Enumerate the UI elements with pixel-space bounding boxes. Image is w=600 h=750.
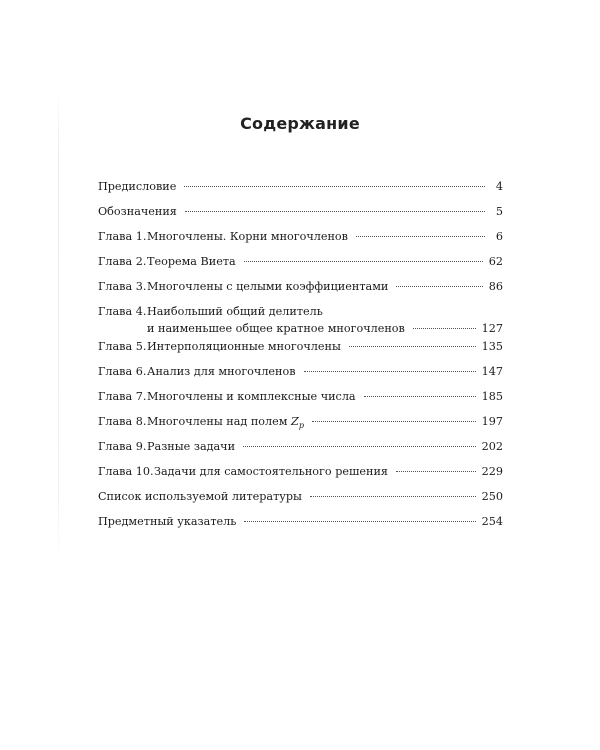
toc-entry-label: Многочлены. Корни многочленов [147,230,348,243]
leader-dots [356,236,485,237]
toc-page-number: 4 [495,180,503,193]
toc-page-number: 5 [495,205,503,218]
leader-dots [312,421,476,422]
chapter-number: Глава 3. [98,280,147,293]
math-field-symbol: $Z_p$ [291,415,304,431]
page-title: Содержание [240,114,360,133]
toc-entry-chapter-3[interactable] [98,280,503,294]
chapter-number: Глава 4. [98,305,147,318]
toc-entry-subject-index[interactable] [98,515,503,529]
toc-page-number: 202 [481,440,503,453]
toc-entry-label: Многочлены над полем [147,415,288,428]
toc-entry-chapter-4[interactable] [98,305,503,336]
toc-entry-label: Анализ для многочленов [147,365,296,378]
toc-entry-label-with-math [147,415,304,433]
toc-entry-label: Разные задачи [147,440,236,453]
chapter-number: Глава 5. [98,340,147,353]
leader-dots [364,396,476,397]
leader-dots [243,446,476,447]
leader-dots [310,496,476,497]
toc-page-number: 135 [481,340,503,353]
chapter-number: Глава 2. [98,255,147,268]
leader-dots [184,186,485,187]
toc-entry-label-line1: Наибольший общий делитель [147,305,323,318]
chapter-number: Глава 7. [98,390,147,403]
toc-entry-preface[interactable] [98,180,503,194]
toc-entry-chapter-6[interactable] [98,365,503,379]
toc-entry-label: Список используемой литературы [98,490,302,503]
toc-entry-label: Предметный указатель [98,515,237,528]
leader-dots [244,261,483,262]
toc-entry-label: Задачи для самостоятельного решения [154,465,388,478]
toc-page-number: 147 [481,365,503,378]
toc-page-number: 127 [481,322,503,335]
toc-entry-label-line2: и наименьшее общее кратное многочленов [147,322,405,335]
leader-dots [396,286,482,287]
toc-entry-bibliography[interactable] [98,490,503,504]
toc-entry-notation[interactable] [98,205,503,219]
toc-entry-label: Многочлены и комплексные числа [147,390,356,403]
toc-entry-chapter-5[interactable] [98,340,503,354]
toc-entry-label: Теорема Виета [147,255,236,268]
toc-page-number: 6 [495,230,503,243]
leader-dots [396,471,476,472]
toc-page-number: 229 [481,465,503,478]
chapter-number: Глава 9. [98,440,147,453]
chapter-number: Глава 1. [98,230,147,243]
toc-entry-label: Интерполяционные многочлены [147,340,341,353]
leader-dots [244,521,475,522]
chapter-number: Глава 8. [98,415,147,428]
toc-page-number: 62 [488,255,503,268]
toc-entry-chapter-8[interactable] [98,415,503,429]
toc-entry-chapter-9[interactable] [98,440,503,454]
leader-dots [304,371,476,372]
scan-shadow [58,85,59,565]
toc-entry-label: Предисловие [98,180,177,193]
toc-page-number: 197 [481,415,503,428]
toc-page-number: 185 [481,390,503,403]
toc-entry-chapter-7[interactable] [98,390,503,404]
leader-dots [349,346,476,347]
toc-entry-chapter-10[interactable] [98,465,503,479]
chapter-number: Глава 6. [98,365,147,378]
toc-entry-label: Обозначения [98,205,177,218]
toc-page-number: 250 [481,490,503,503]
toc-entry-chapter-1[interactable] [98,230,503,244]
leader-dots [413,328,476,329]
chapter-number: Глава 10. [98,465,154,478]
toc-entry-label: Многочлены с целыми коэффициентами [147,280,389,293]
toc-page-number: 254 [481,515,503,528]
toc-entry-chapter-2[interactable] [98,255,503,269]
leader-dots [185,211,485,212]
toc-page-number: 86 [488,280,503,293]
